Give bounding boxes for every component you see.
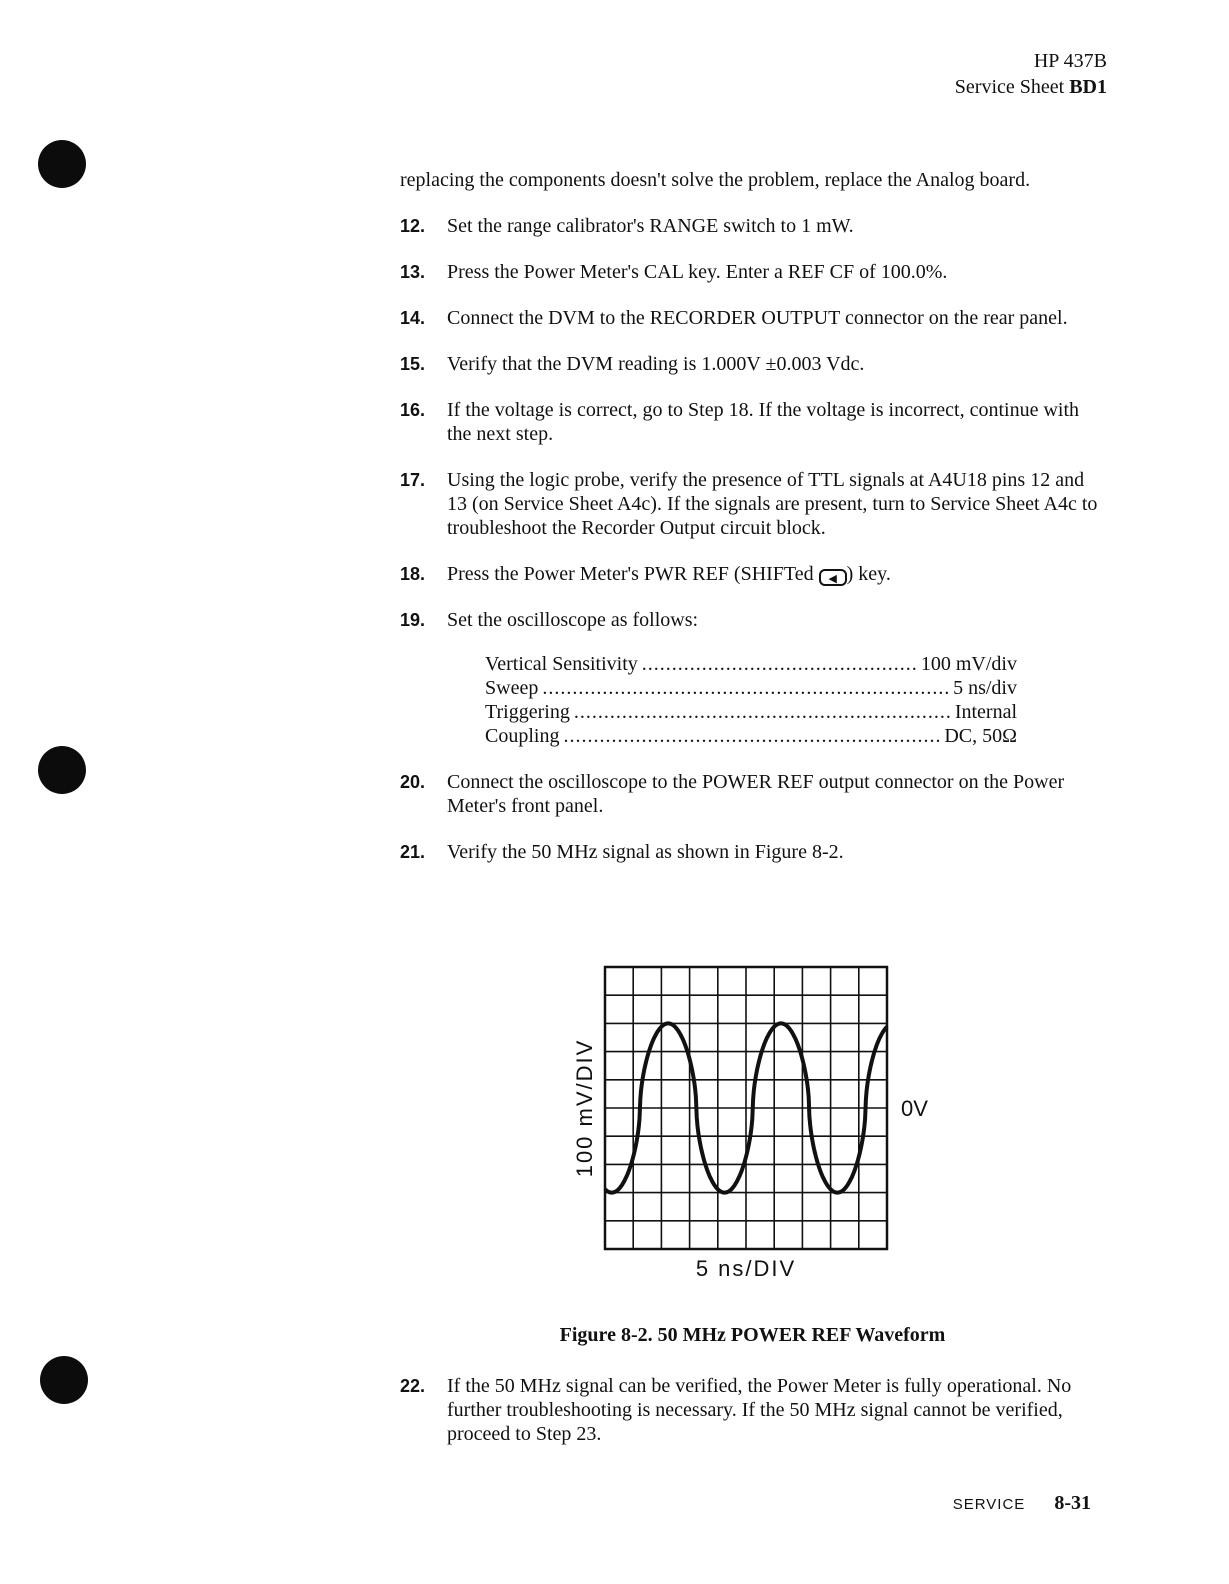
setting-label: Sweep [485,677,539,699]
setting-row-sweep [485,676,1017,700]
step-text-before: Press the Power Meter's PWR REF (SHIFTed [447,563,819,585]
step-text: Press the Power Meter's CAL key. Enter a REF CF of 100.0%. [447,261,948,283]
sheet-id: BD1 [1069,76,1107,98]
step-15 [400,352,1105,376]
step-text [447,562,1105,586]
graticule-grid [605,967,887,1249]
intro-paragraph: replacing the components doesn't solve the problem, replace the Analog board. [400,169,1031,191]
step-text: Verify the 50 MHz signal as shown in Figure 8-2. [447,841,844,863]
sheet-prefix: Service Sheet [954,76,1065,98]
step-18 [400,562,1105,586]
footer-section: SERVICE [952,1496,1026,1513]
step-text: If the voltage is correct, go to Step 18. If the voltage is incorrect, continue with the next step. [447,399,1080,445]
step-number: 21. [400,842,426,862]
step-22-row [400,1374,1105,1446]
step-text: If the 50 MHz signal can be verified, the Power Meter is fully operational. No further troubleshooting is necessary. If the 50 MHz signal cannot be verified, proceed to Step 23. [447,1375,1072,1445]
step-number: 20. [400,772,426,792]
setting-value: Internal [954,701,1017,723]
page-header [955,48,1107,100]
setting-label: Coupling [485,725,560,747]
oscilloscope-settings [485,652,1017,748]
service-sheet-title [955,74,1107,100]
step-text: Using the logic probe, verify the presence of TTL signals at A4U18 pins 12 and 13 (on Service Sheet A4c). If the signals are present, turn to Service Sheet A4c to troubleshoot the Recorder Output circuit block. [447,469,1098,539]
setting-label: Vertical Sensitivity [485,653,638,675]
page-footer [953,1492,1091,1515]
step-number: 12. [400,216,426,236]
binder-hole-top [38,140,86,188]
step-text: Connect the DVM to the RECORDER OUTPUT connector on the rear panel. [447,307,1068,329]
dot-leader [574,700,951,724]
dot-leader [563,724,940,748]
step-14 [400,306,1105,330]
step-text: Set the oscilloscope as follows: [447,609,699,631]
dot-leader [542,676,949,700]
y-axis-label: 100 mV/DIV [572,1038,597,1178]
page-number: 8-31 [1054,1492,1091,1514]
setting-value: 5 ns/div [953,677,1017,699]
setting-value: 100 mV/div [920,653,1017,675]
setting-row-coupling [485,724,1017,748]
left-arrow-key-icon: ◀ [819,569,847,586]
binder-hole-middle [38,746,86,794]
zero-volt-label: 0V [901,1096,928,1121]
model-number: HP 437B [1033,50,1107,72]
step-20 [400,770,1105,818]
figure-caption: Figure 8-2. 50 MHz POWER REF Waveform [559,1324,946,1346]
setting-row-triggering [485,700,1017,724]
dot-leader [642,652,917,676]
step-number: 18. [400,564,426,584]
x-axis-label: 5 ns/DIV [695,1256,797,1281]
step-text: Set the range calibrator's RANGE switch to 1 mW. [447,215,854,237]
setting-row-vertical-sensitivity [485,652,1017,676]
step-text: Verify that the DVM reading is 1.000V ±0.003 Vdc. [447,353,865,375]
step-17 [400,468,1105,540]
waveform-figure [570,960,930,1290]
step-number: 15. [400,354,426,374]
setting-label: Triggering [485,701,570,723]
step-13 [400,260,1105,284]
setting-value: DC, 50Ω [944,725,1017,747]
binder-hole-bottom [40,1356,88,1404]
step-21 [400,840,1105,864]
step-number: 19. [400,610,426,630]
step-number: 13. [400,262,426,282]
step-22 [400,1374,1105,1446]
step-text-after: ) key. [846,563,891,585]
step-number: 22. [400,1376,426,1396]
step-text: Connect the oscilloscope to the POWER REF output connector on the Power Meter's front panel. [447,771,1065,817]
oscilloscope-graticule [570,960,930,1290]
step-number: 14. [400,308,426,328]
step-number: 17. [400,470,426,490]
step-12 [400,214,1105,238]
step-number: 16. [400,400,426,420]
step-19 [400,608,1105,632]
step-16 [400,398,1105,446]
main-content [400,168,1105,886]
